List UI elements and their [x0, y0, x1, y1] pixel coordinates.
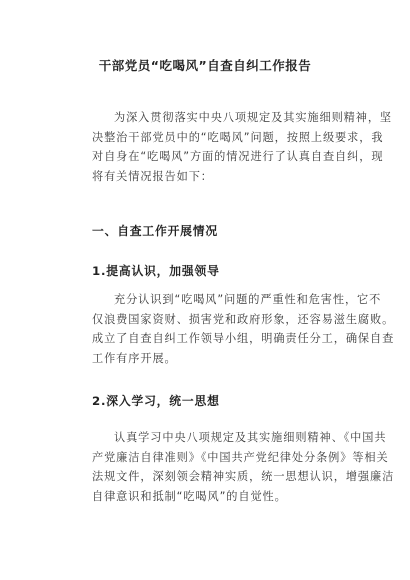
- document-title: 干部党员“吃喝风”自查自纠工作报告: [98, 58, 312, 73]
- subsection-1-heading: 1.提高认识，加强领导: [92, 264, 220, 278]
- section-1-heading: 一、自查工作开展情况: [92, 224, 218, 238]
- intro-line-4: 将有关情况报告如下：: [92, 169, 213, 183]
- subsection-2-heading: 2.深入学习，统一思想: [92, 394, 220, 408]
- sub2-line-1: 认真学习中央八项规定及其实施细则精神、《中国共: [114, 431, 387, 444]
- subsection-2-paragraph: [92, 428, 395, 506]
- sub1-line-2: 仅浪费国家资财、损害党和政府形象，还容易滋生腐败。: [92, 312, 395, 326]
- sub2-line-2: 产党廉洁自律准则》《中国共产党纪律处分条例》等相关: [92, 450, 389, 464]
- intro-line-1: 为深入贯彻落实中央八项规定及其实施细则精神，坚: [114, 111, 393, 124]
- intro-paragraph: [92, 108, 393, 186]
- subsection-1-paragraph: [92, 290, 395, 368]
- sub1-line-4: 工作有序开展。: [92, 351, 177, 365]
- sub2-line-4: 自律意识和抵制“吃喝风”的自觉性。: [92, 489, 287, 503]
- sub1-line-1: 充分认识到“吃喝风”问题的严重性和危害性，它不: [114, 293, 382, 306]
- sub1-line-3: 成立了自查自纠工作领导小组，明确责任分工，确保自查: [92, 332, 395, 345]
- intro-line-2: 决整治干部党员中的“吃喝风”问题，按照上级要求，我: [92, 130, 384, 144]
- sub2-line-3: 法规文件，深刻领会精神实质，统一思想认识，增强廉洁: [92, 470, 395, 483]
- intro-line-3: 对自身在“吃喝风”方面的情况进行了认真自查自纠，现: [92, 150, 384, 163]
